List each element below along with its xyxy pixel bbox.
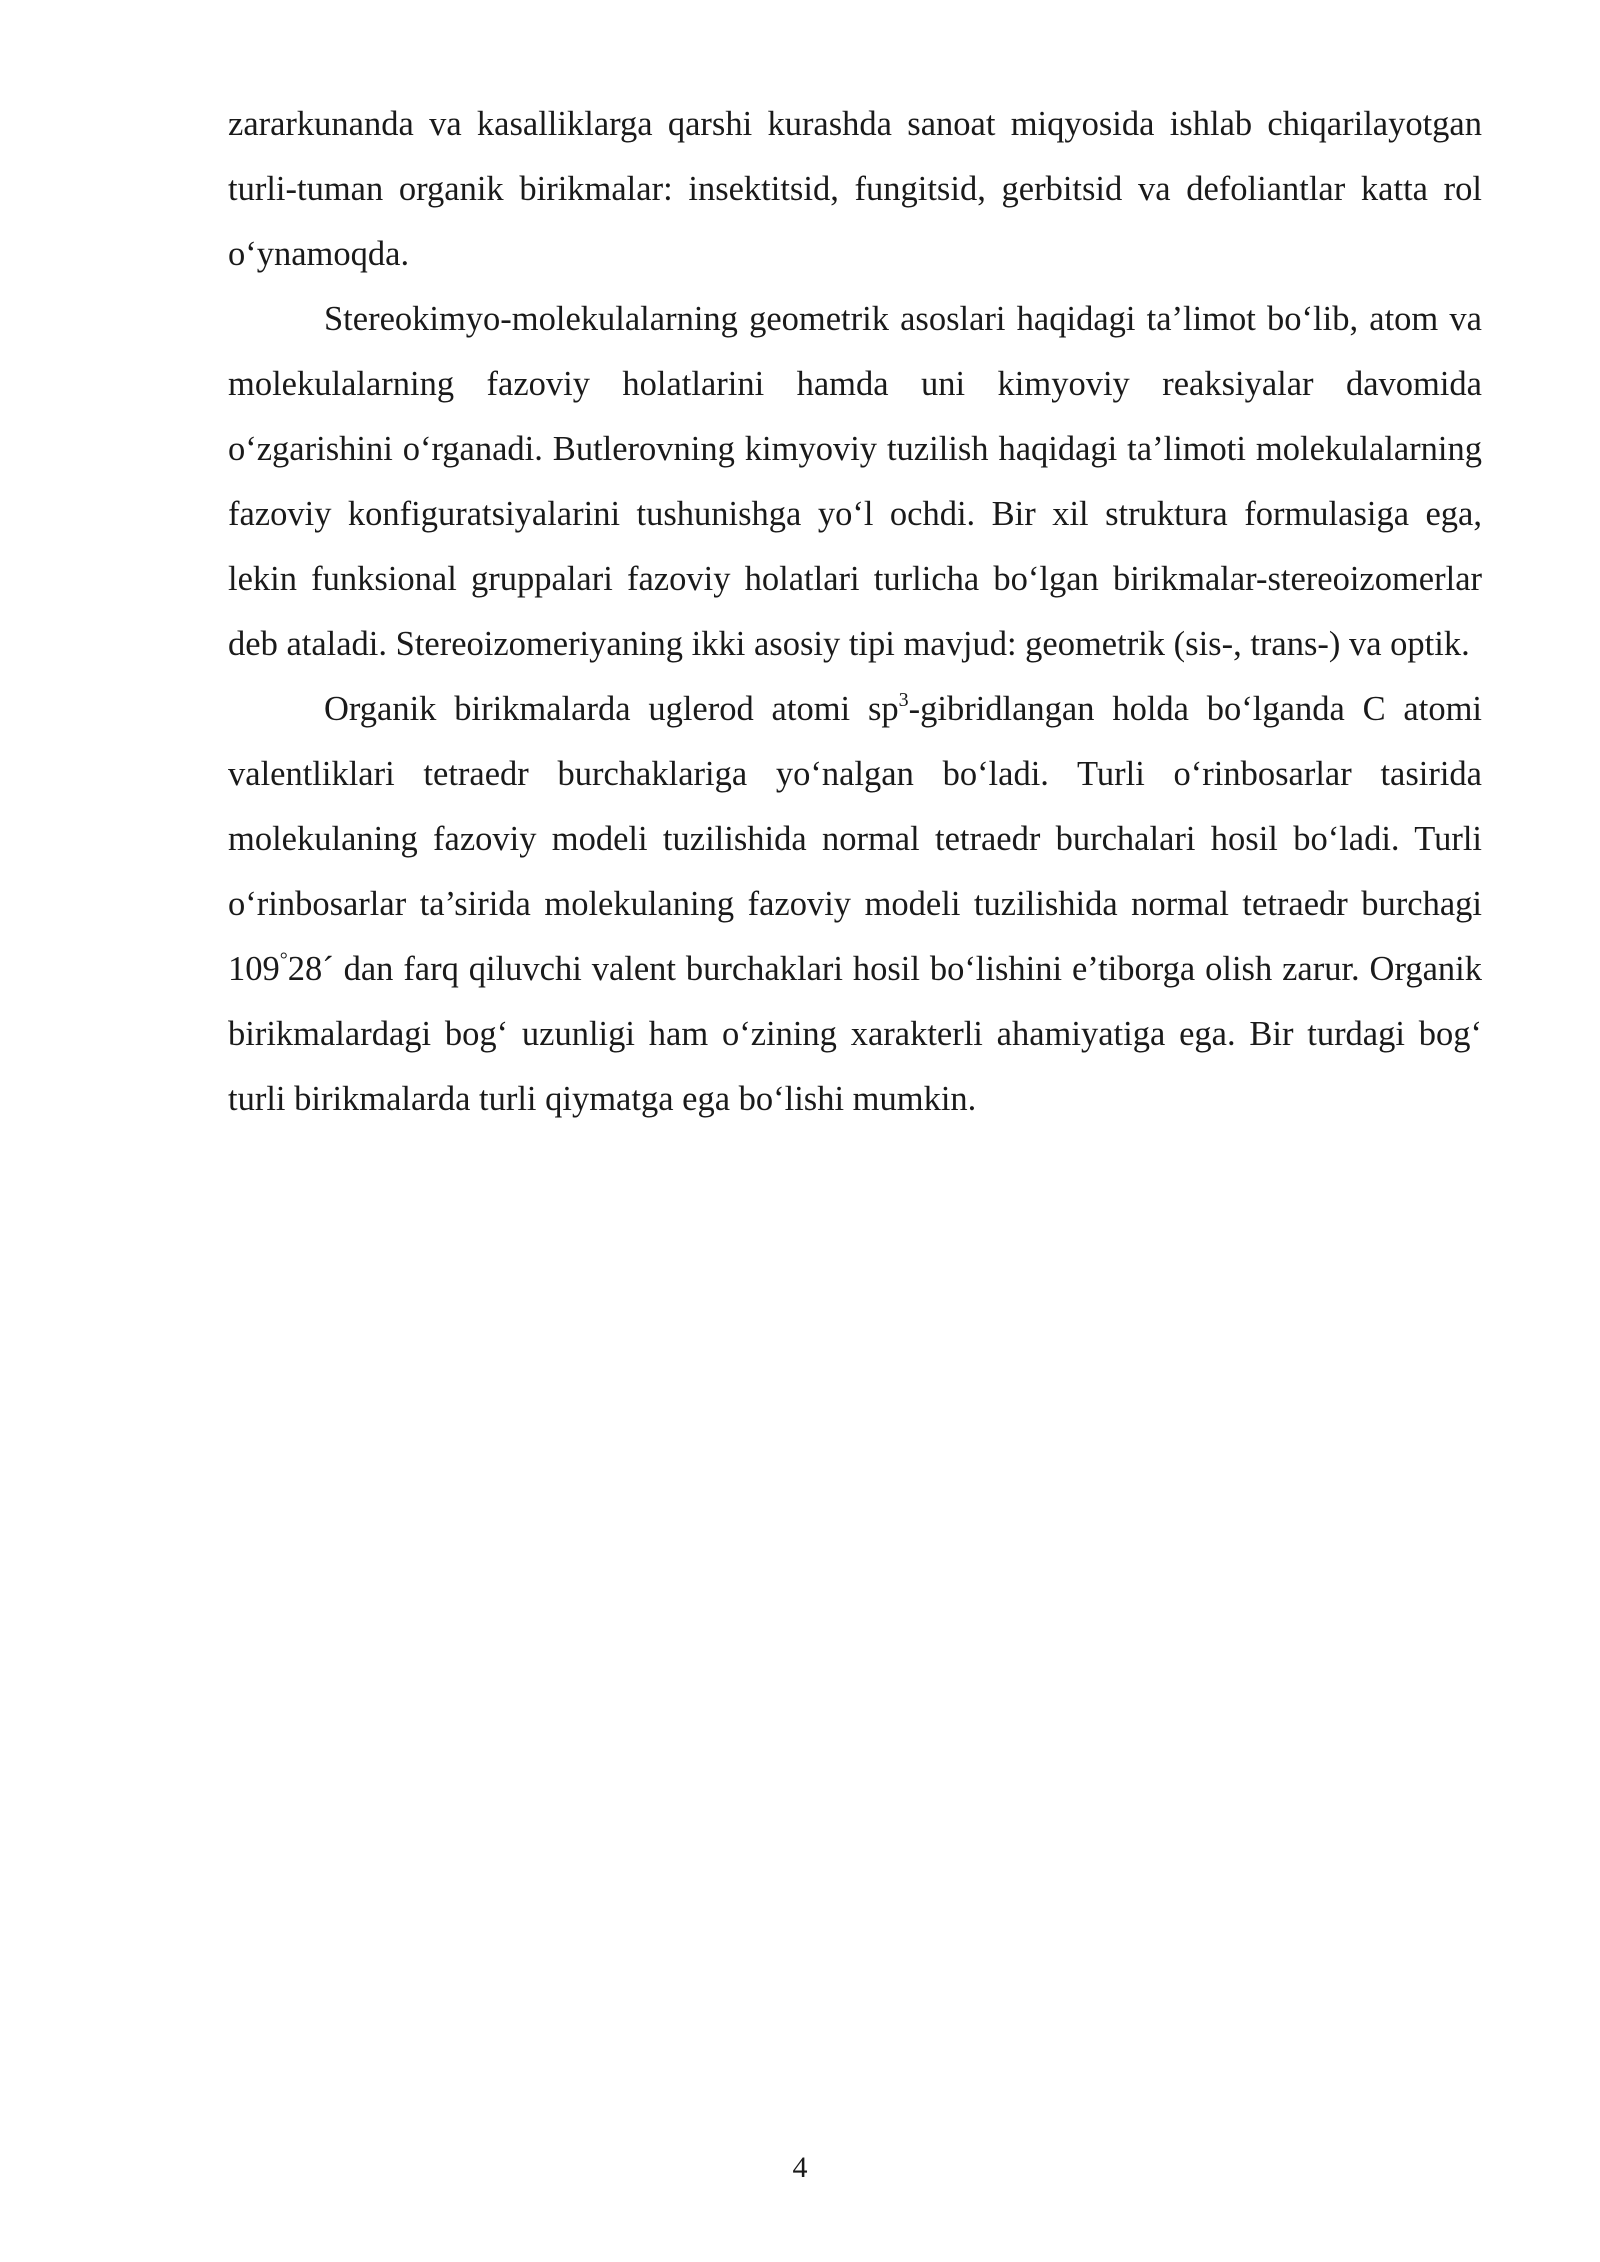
- paragraph-3-part-1: Organik birikmalarda uglerod atomi sp: [324, 690, 899, 728]
- paragraph-2: Stereokimyo-molekulalarning geometrik asoslari haqidagi ta’limot bo‘lib, atom va molekulalarning fazoviy holatlarini hamda uni kimyoviy reaksiyalar davomida o‘zgarishini o‘rganadi. Butlerovning kimyoviy tuzilish haqidagi ta’limoti molekulalarning fazoviy konfiguratsiyalarini tushunishga yo‘l ochdi. Bir xil struktura formulasiga ega, lekin funksional gruppalari fazoviy holatlari turlicha bo‘lgan birikmalar-stereoizomerlar deb ataladi. Stereoizomeriyaning ikki asosiy tipi mavjud: geometrik (sis-, trans-) va optik.: [228, 300, 1482, 663]
- paragraph-1: zararkunanda va kasalliklarga qarshi kurashda sanoat miqyosida ishlab chiqarilayotgan turli-tuman organik birikmalar: insektitsid, fungitsid, gerbitsid va defoliantlar katta rol o‘ynamoqda.: [228, 105, 1482, 273]
- degree-sign: °: [279, 948, 288, 971]
- paragraph-3-part-3: 28´ dan farq qiluvchi valent burchaklari hosil bo‘lishini e’tiborga olish zarur. Organik birikmalardagi bog‘ uzunligi ham o‘zining xarakterli ahamiyatiga ega. Bir turdagi bog‘ turli birikmalarda turli qiymatga ega bo‘lishi mumkin.: [228, 950, 1482, 1118]
- paragraph-3: [228, 677, 1482, 1132]
- page-number: 4: [792, 2151, 808, 2184]
- body-text: [228, 92, 1482, 1132]
- paragraph-3-part-2: -gibridlangan holda bo‘lganda C atomi valentliklari tetraedr burchaklariga yo‘nalgan bo‘ladi. Turli o‘rinbosarlar tasirida molekulaning fazoviy modeli tuzilishida normal tetraedr burchalari hosil bo‘ladi. Turli o‘rinbosarlar ta’sirida molekulaning fazoviy modeli tuzilishida normal tetraedr burchagi 109: [228, 690, 1482, 988]
- superscript-3: 3: [898, 688, 909, 711]
